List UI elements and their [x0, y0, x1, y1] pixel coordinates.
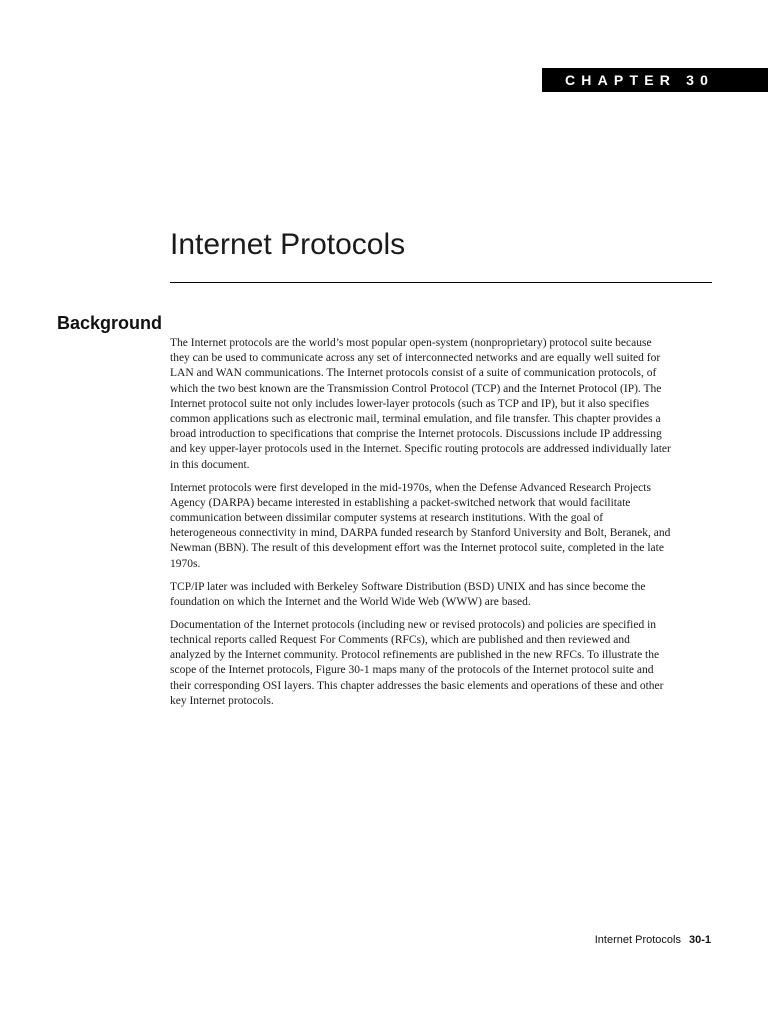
- section-body: [170, 336, 672, 717]
- running-title: Internet Protocols: [594, 934, 681, 946]
- page-footer: [595, 933, 711, 947]
- page-title: Internet Protocols: [170, 228, 406, 261]
- page-number: 30-1: [688, 934, 711, 946]
- section-heading: Background: [57, 313, 163, 333]
- paragraph: TCP/IP later was included with Berkeley Software Distribution (BSD) UNIX and has since become the foundation on which the Internet and the World Wide Web (WWW) are based.: [170, 580, 646, 608]
- paragraph: The Internet protocols are the world’s most popular open-system (nonproprietary) protocol suite because they can be used to communicate across any set of interconnected networks and are equally well suited for LAN and WAN communications. The Internet protocols consist of a suite of communication protocols, of which the two best known are the Transmission Control Protocol (TCP) and the Internet Protocol (IP). The Internet protocol suite not only includes lower-layer protocols (such as TCP and IP), but it also specifies common applications such as electronic mail, terminal emulation, and file transfer. This chapter provides a broad introduction to specifications that comprise the Internet protocols. Discussions include IP addressing and key upper-layer protocols used in the Internet. Specific routing protocols are addressed individually later in this document.: [170, 337, 671, 471]
- paragraph: Internet protocols were first developed in the mid-1970s, when the Defense Advanced Research Projects Agency (DARPA) became interested in establishing a packet-switched network that would facilitate communication between dissimilar computer systems at research institutions. With the goal of heterogeneous connectivity in mind, DARPA funded research by Stanford University and Bolt, Beranek, and Newman (BBN). The result of this development effort was the Internet protocol suite, completed in the late 1970s.: [170, 481, 671, 570]
- chapter-label: CHAPTER 30: [542, 68, 768, 92]
- paragraph: Documentation of the Internet protocols (including new or revised protocols) and policies are specified in technical reports called Request For Comments (RFCs), which are published and then reviewed and analyzed by the Internet community. Protocol refinements are published in the new RFCs. To illustrate the scope of the Internet protocols, Figure 30-1 maps many of the protocols of the Internet protocol suite and their corresponding OSI layers. This chapter addresses the basic elements and operations of these and other key Internet protocols.: [170, 618, 664, 707]
- title-rule: [170, 282, 712, 283]
